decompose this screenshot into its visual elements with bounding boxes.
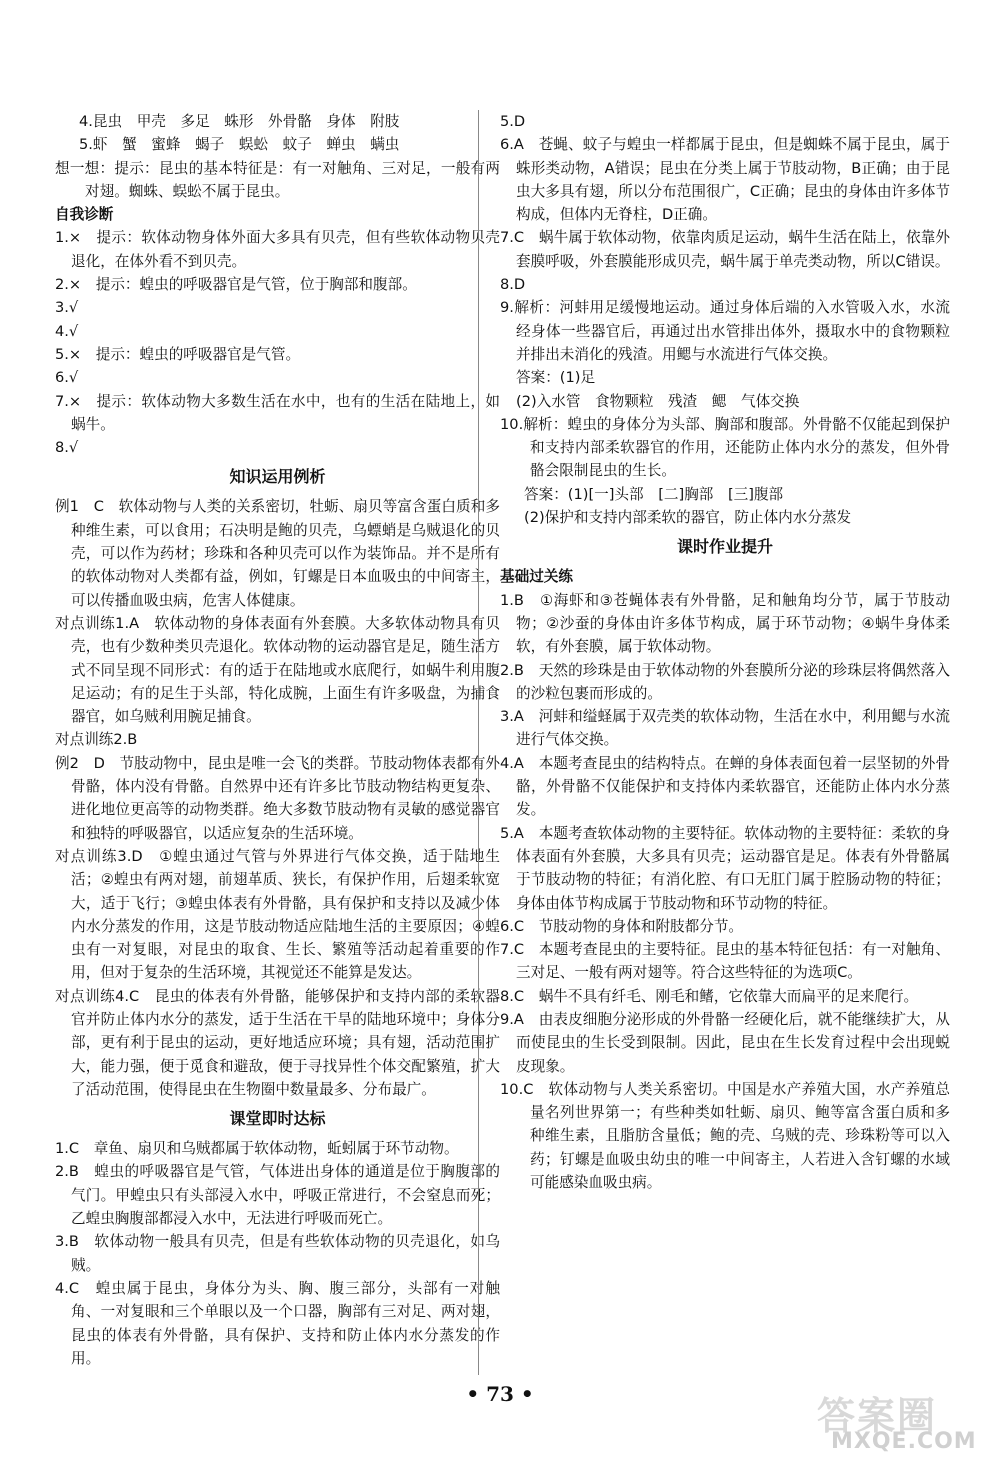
diagnosis-item: 7.× 提示：软体动物大多数生活在水中，也有的生活在陆地上，如蜗牛。 [55,392,500,433]
section-title-knowledge: 知识运用例析 [229,467,326,487]
answer-item: 5.D [500,113,526,130]
section-title-classroom: 课堂即时达标 [229,1109,326,1129]
example-item: 对点训练4.C 昆虫的体表有外骨骼，能够保护和支持内部的柔软器官并防止体内水分的蒸发，适于生活在干旱的陆地环境中；身体分部，更有利于昆虫的运动，更好地适应环境；具有翅，活动范围扩大，能力强，便于觅食和避敌，便于寻找异性个体交配繁殖，扩大了活动范围，使得昆虫在生物圈中数量最多、分布最广。 [55,987,500,1098]
basic-item: 6.C 节肢动物的身体和附肢都分节。 [500,917,744,935]
basic-item: 4.A 本题考查昆虫的结构特点。在蝉的身体表面包着一层坚韧的外骨骼，外骨骼不仅能保护和支持体内柔软器官，还能防止体内水分蒸发。 [500,754,950,819]
basic-item: 1.B ①海虾和③苍蝇体表有外骨骼，足和触角均分节，属于节肢动物；②沙蚕的身体由许多体节构成，属于环节动物；④蜗牛身体柔软，有外套膜，属于软体动物。 [500,591,950,656]
section-subtitle-self-diagnosis: 自我诊断 [55,206,114,224]
q10-answer: 答案：(1)[一]头部 [二]胸部 [三]腹部 [524,485,784,503]
q9-answer: (2)入水管 食物颗粒 残渣 鳃 气体交换 [516,392,800,410]
example-item: 对点训练3.D ①蝗虫通过气管与外界进行气体交换，适于陆地生活；②蝗虫有两对翅，前翅革质、狭长，有保护作用，后翅柔软宽大，适于飞行；③蝗虫体表有外骨骼，具有保护和支持以及减少体内水分蒸发的作用，这是节肢动物适应陆地生活的主要原因；④蝗虫有一对复眼，对昆虫的取食、生长、繁殖等活动起着重要的作用，但对于复杂的生活环境，其视觉还不能算是发达。 [55,847,500,982]
column-divider [478,110,479,1375]
section-title-homework: 课时作业提升 [676,537,773,557]
right-column [500,110,950,1194]
answer-item: 8.D [500,276,526,294]
example-item: 对点训练2.B [55,731,138,749]
diagnosis-item: 1.× 提示：软体动物身体外面大多具有贝壳，但有些软体动物贝壳退化，在体外看不到贝壳。 [55,229,500,270]
answer-line: 4.昆虫 甲壳 多足 蛛形 外骨骼 身体 附肢 [79,113,400,130]
basic-item: 3.A 河蚌和缢蛏属于双壳类的软体动物，生活在水中，利用鳃与水流进行气体交换。 [500,708,950,749]
basic-item: 7.C 本题考查昆虫的主要特征。昆虫的基本特征包括：有一对触角、三对足、一般有两对翅等。符合这些特征的为选项C。 [500,941,950,982]
section-subtitle-basic: 基础过关练 [500,568,573,586]
diagnosis-item: 8.√ [55,439,79,457]
q9-answer: 答案：(1)足 [516,369,596,387]
diagnosis-item: 6.√ [55,369,79,387]
q10-analysis: 10.解析：蝗虫的身体分为头部、胸部和腹部。外骨骼不仅能起到保护和支持内部柔软器官的作用，还能防止体内水分的蒸发，但外骨骼会限制昆虫的生长。 [500,415,950,480]
basic-item: 2.B 天然的珍珠是由于软体动物的外套膜所分泌的珍珠层将偶然落入的沙粒包裹而形成的。 [500,661,950,702]
answer-item: 6.A 苍蝇、蚊子与蝗虫一样都属于昆虫，但是蜘蛛不属于昆虫，属于蛛形类动物，A错误；昆虫在分类上属于节肢动物，B正确；由于昆虫大多具有翅，所以分布范围很广，C正确；昆虫的身体由许多体节构成，但体内无脊柱，D正确。 [500,136,950,224]
basic-item: 9.A 由表皮细胞分泌形成的外骨骼一经硬化后，就不能继续扩大，从而使昆虫的生长受到限制。因此，昆虫在生长发育过程中会出现蜕皮现象。 [500,1010,950,1075]
diagnosis-item: 3.√ [55,299,79,317]
watermark-logo [817,1385,982,1457]
watermark-url: MXQE.COM [831,1429,977,1454]
example-item: 例2 D 节肢动物中，昆虫是唯一会飞的类群。节肢动物体表都有外骨骼，体内没有骨骼。自然界中还有许多比节肢动物结构更复杂、进化地位更高等的动物类群。绝大多数节肢动物有灵敏的感觉器官和独特的呼吸器官，以适应复杂的生活环境。 [55,754,500,842]
diagnosis-item: 2.× 提示：蝗虫的呼吸器官是气管，位于胸部和腹部。 [55,276,417,294]
left-column [55,110,500,1370]
basic-item: 5.A 本题考查软体动物的主要特征。软体动物的主要特征：柔软的身体表面有外套膜，大多具有贝壳；运动器官是足。体表有外骨骼属于节肢动物的特征；有消化腔、有口无肛门属于腔肠动物的特征；身体由体节构成属于节肢动物和环节动物的特征。 [500,824,950,912]
classroom-item: 2.B 蝗虫的呼吸器官是气管，气体进出身体的通道是位于胸腹部的气门。甲蝗虫只有头部浸入水中，呼吸正常进行，不会窒息而死；乙蝗虫胸腹部都浸入水中，无法进行呼吸而死亡。 [55,1163,500,1228]
classroom-item: 4.C 蝗虫属于昆虫，身体分为头、胸、腹三部分，头部有一对触角、一对复眼和三个单眼以及一个口器，胸部有三对足、两对翅，昆虫的体表有外骨骼，具有保护、支持和防止体内水分蒸发的作用。 [55,1279,500,1367]
answer-item: 7.C 蜗牛属于软体动物，依靠肉质足运动，蜗牛生活在陆上，依靠外套膜呼吸，外套膜能形成贝壳，蜗牛属于单壳类动物，所以C错误。 [500,229,950,270]
page-number: • 73 • [466,1382,534,1406]
diagnosis-item: 5.× 提示：蝗虫的呼吸器官是气管。 [55,345,301,363]
example-item: 对点训练1.A 软体动物的身体表面有外套膜。大多软体动物具有贝壳，也有少数种类贝壳退化。软体动物的运动器官是足，随生活方式不同呈现不同形式：有的适于在陆地或水底爬行，如蜗牛利用腹足运动；有的足生于头部，特化成腕，上面生有许多吸盘，为捕食器官，如乌贼利用腕足捕食。 [55,614,500,726]
think-prompt: 想一想：提示：昆虫的基本特征是：有一对触角、三对足，一般有两对翅。蜘蛛、蜈蚣不属于昆虫。 [55,159,500,200]
basic-item: 8.C 蜗牛不具有纤毛、刚毛和鳍，它依靠大而扁平的足来爬行。 [500,987,919,1005]
classroom-item: 1.C 章鱼、扇贝和乌贼都属于软体动物，蚯蚓属于环节动物。 [55,1140,459,1158]
watermark-text: 答案圈 [817,1394,938,1438]
answer-item: 9.解析：河蚌用足缓慢地运动。通过身体后端的入水管吸入水，水流经身体一些器官后，再通过出水管排出体外，摄取水中的食物颗粒并排出未消化的残渣。用鳃与水流进行气体交换。 [500,299,950,363]
answer-line: 5.虾 蟹 蜜蜂 蝎子 蜈蚣 蚊子 蝉虫 螨虫 [79,136,400,154]
basic-item: 10.C 软体动物与人类关系密切。中国是水产养殖大国，水产养殖总量名列世界第一；有些种类如牡蛎、扇贝、鲍等富含蛋白质和多种维生素，且脂肪含量低；鲍的壳、乌贼的壳、珍珠粉等可以入药；钉螺是血吸虫幼虫的唯一中间寄主，人若进入含钉螺的水域可能感染血吸虫病。 [500,1080,950,1192]
example-item: 例1 C 软体动物与人类的关系密切，牡蛎、扇贝等富含蛋白质和多种维生素，可以食用；石决明是鲍的贝壳，乌螵蛸是乌贼退化的贝壳，可以作为药材；珍珠和各种贝壳可以作为装饰品。并不是所有的软体动物对人类都有益，例如，钉螺是日本血吸虫的中间寄主，可以传播血吸虫病，危害人体健康。 [55,498,500,609]
classroom-item: 3.B 软体动物一般具有贝壳，但是有些软体动物的贝壳退化，如乌贼。 [55,1233,500,1274]
diagnosis-item: 4.√ [55,322,79,340]
q10-answer: (2)保护和支持内部柔软的器官，防止体内水分蒸发 [524,509,852,527]
